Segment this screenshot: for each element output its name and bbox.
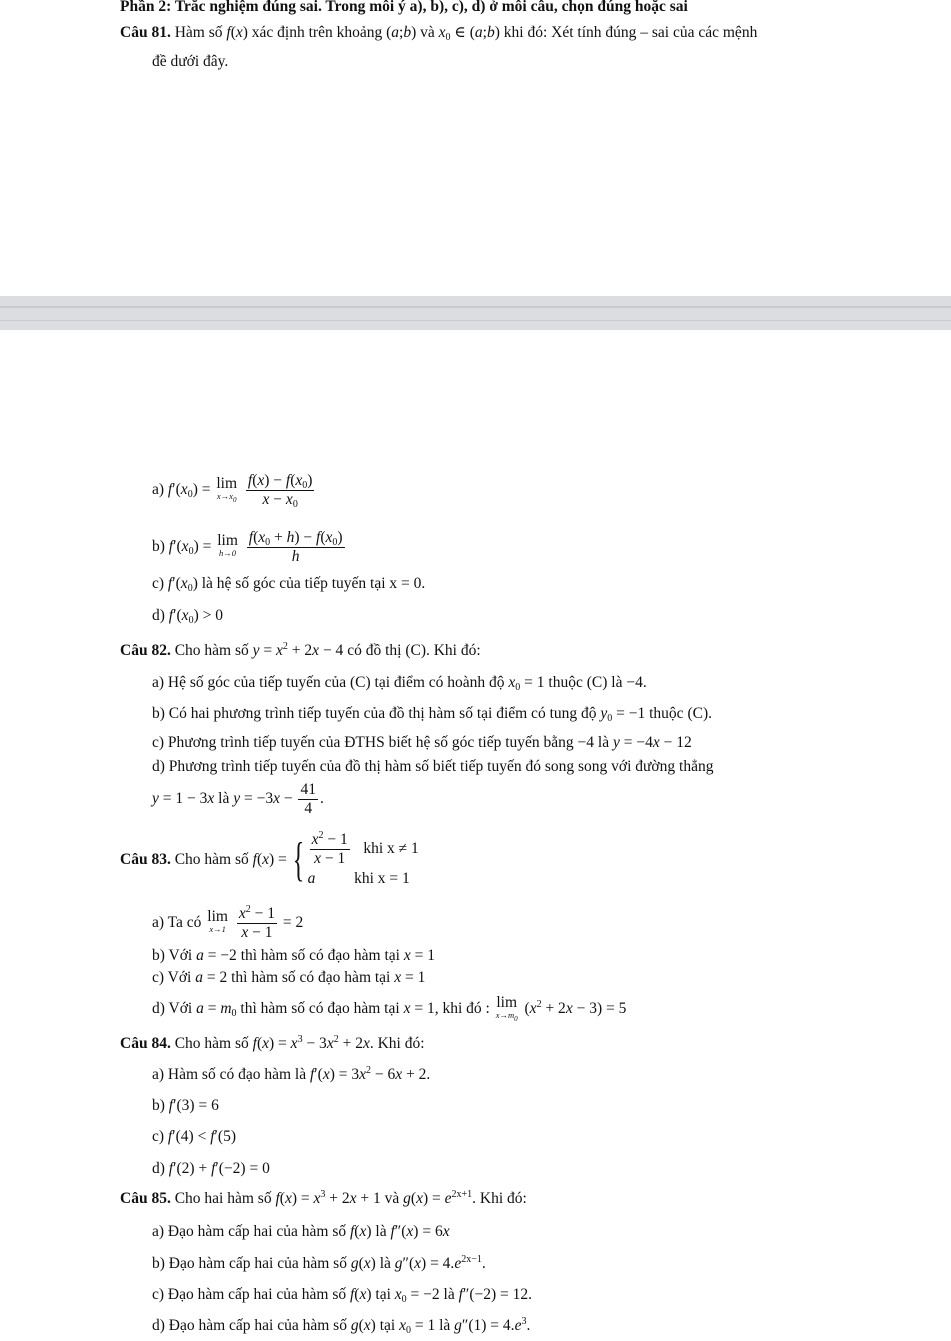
q81-option-c: c) $f'(x_0)$ là hệ số góc của tiếp tuyến tại x = 0.: [152, 575, 426, 594]
q81-label: Câu 81.: [120, 24, 171, 41]
q81-option-d: d) $f'(x_0) > 0$: [152, 607, 223, 626]
q84-option-b: b) f′(3) = 6: [152, 1097, 219, 1114]
q85-option-c: c) Đạo hàm cấp hai của hàm số f(x) tại $x_0 = -2$ là f″(−2) = 12.: [152, 1286, 533, 1305]
q82-label: Câu 82.: [120, 642, 171, 659]
q81-option-a: a) $f'(x_0)$ = lim $x\to x_0$ $\frac{f(x) - f(x_0)}{x - x_0}$: [152, 471, 313, 510]
page-gap: [0, 296, 951, 330]
q82-option-a: a) Hệ số góc của tiếp tuyến của (C) tại điểm có hoành độ $x_0 = 1$ thuộc (C) là −4.: [152, 674, 647, 693]
q85-option-b: b) Đạo hàm cấp hai của hàm số g(x) là $g''(x) = 4.e^{2x-1}$.: [152, 1254, 486, 1272]
gap-line: [0, 320, 951, 321]
q85-option-a: a) Đạo hàm cấp hai của hàm số f(x) là f″(x) = 6x: [152, 1223, 450, 1240]
q81-intro-line2: đề dưới đây.: [152, 53, 229, 70]
q83-option-a: a) Ta có lim x→1 $\frac{x^2 - 1}{x - 1}$ = 2: [152, 903, 304, 941]
q85-option-d: d) Đạo hàm cấp hai của hàm số g(x) tại $x_0 = 1$ là $g''(1) = 4.e^3$.: [152, 1316, 531, 1336]
q82-intro: Câu 82. Cho hàm số $y = x^2 + 2x - 4$ có đồ thị (C). Khi đó:: [120, 641, 481, 659]
q82-option-b: b) Có hai phương trình tiếp tuyến của đồ thị hàm số tại điểm có tung độ $y_0 = -1$ thuộc (C).: [152, 705, 712, 724]
q84-intro: Câu 84. Cho hàm số $f(x) = x^3 - 3x^2 + 2x$. Khi đó:: [120, 1034, 425, 1052]
q81-intro: Câu 81. Hàm số f(x) xác định trên khoảng (a;b) và $x_0$ ∈ (a;b) khi đó: Xét tính đúng – sai của các mệnh: [120, 24, 758, 43]
section-header: Phần 2: Trăc nghiệm đúng sai. Trong môi ý a), b), c), d) ở môi câu, chọn đúng hoặc sai: [120, 0, 688, 15]
q84-label: Câu 84.: [120, 1035, 171, 1052]
q83-intro: Câu 83. Cho hàm số f(x) = { $\frac{x^2 - 1}{x - 1}$ khi x ≠ 1 a khi x = 1: [120, 829, 419, 887]
q83-option-d: d) Với $a = m_0$ thì hàm số có đạo hàm tại x = 1, khi đó : lim $x\to m_0$ $(x^2 + 2x - 3) = 5$: [152, 994, 627, 1024]
q81-option-b: b) $f'(x_0)$ = lim h→0 $\frac{f(x_0 + h) - f(x_0)}{h}$: [152, 528, 343, 565]
q83-option-b: b) Với a = −2 thì hàm số có đạo hàm tại x = 1: [152, 947, 435, 964]
q83-label: Câu 83.: [120, 851, 171, 868]
gap-line: [0, 306, 951, 308]
q85-label: Câu 85.: [120, 1190, 171, 1207]
q85-intro: Câu 85. Cho hai hàm số $f(x) = x^3 + 2x + 1$ và $g(x) = e^{2x+1}$. Khi đó:: [120, 1189, 527, 1207]
q83-option-c: c) Với a = 2 thì hàm số có đạo hàm tại x = 1: [152, 969, 426, 986]
q84-option-a: a) Hàm số có đạo hàm là $f'(x) = 3x^2 - 6x + 2$.: [152, 1065, 431, 1083]
q82-option-d-line2: y = 1 − 3x là y = −3x − $\frac{41}{4}$ .: [152, 780, 324, 817]
q82-option-c: c) Phương trình tiếp tuyến của ĐTHS biết hệ số góc tiếp tuyến bằng −4 là y = −4x − 12: [152, 734, 692, 751]
q84-option-d: d) f′(2) + f′(−2) = 0: [152, 1160, 270, 1177]
q84-option-c: c) f′(4) < f′(5): [152, 1128, 236, 1145]
q82-option-d: d) Phương trình tiếp tuyến của đồ thị hàm số biết tiếp tuyến đó song song với đường thẳng: [152, 758, 714, 775]
